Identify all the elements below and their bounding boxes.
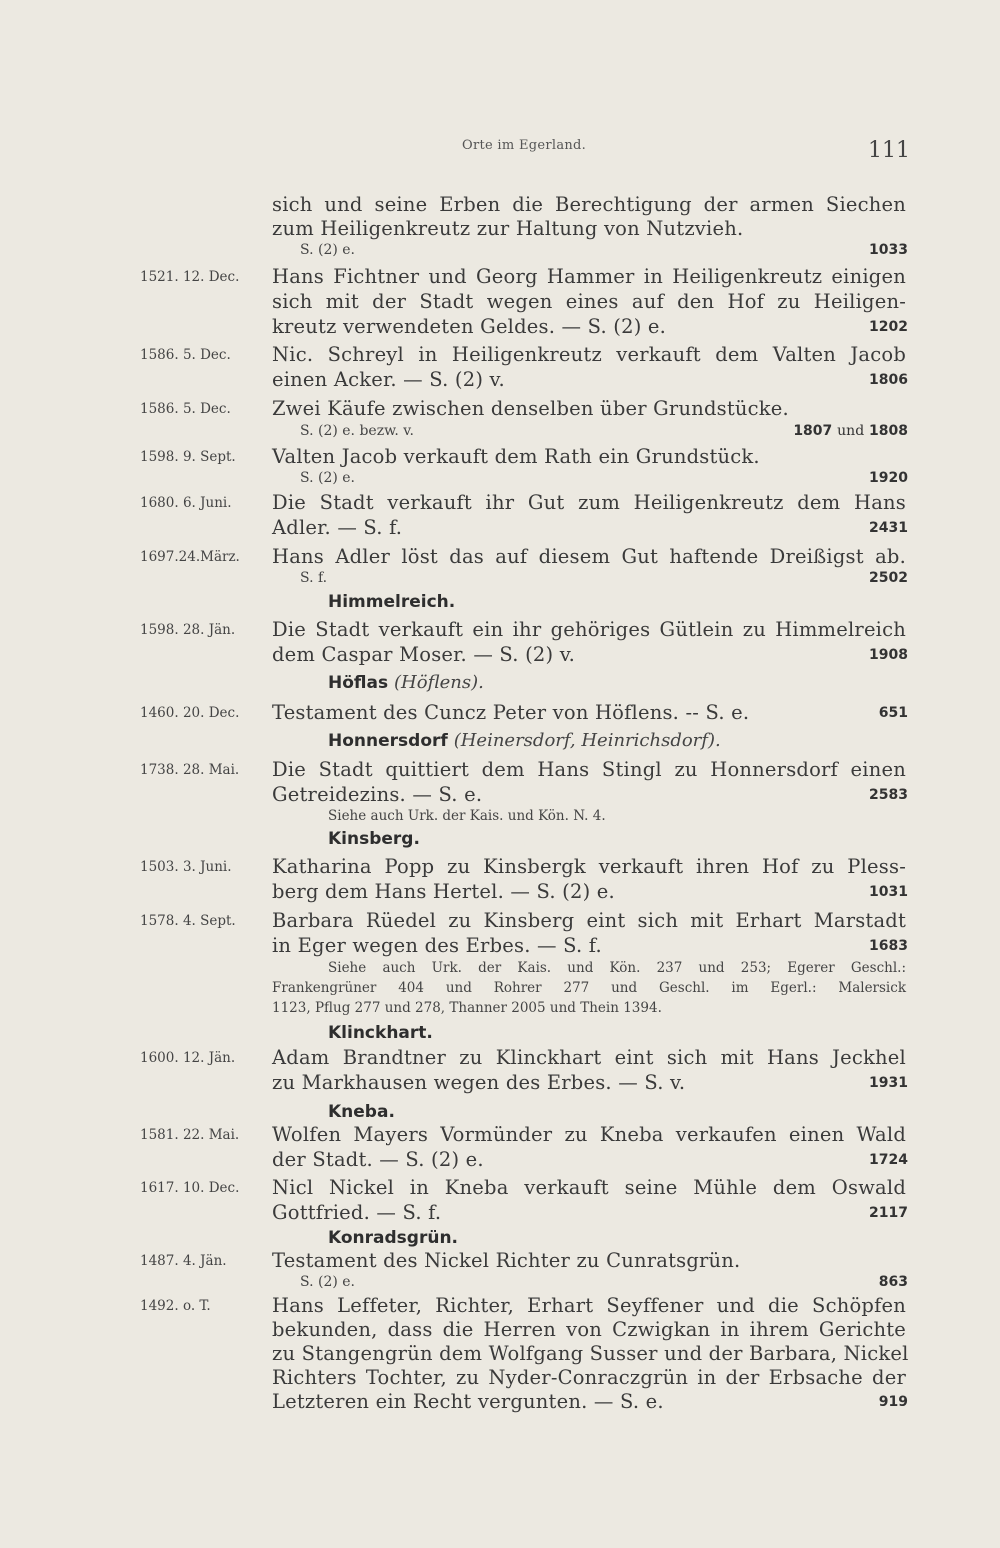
entry-date: 1460. 20. Dec. <box>140 705 240 721</box>
entry-line: Zwei Käufe zwischen denselben über Grundstücke. <box>272 397 789 420</box>
place-heading <box>328 729 721 753</box>
entry-line: Letzteren ein Recht vergunten. — S. e. <box>272 1390 664 1413</box>
entry-date: 1521. 12. Dec. <box>140 269 240 285</box>
entry-line: zu Stangengrün dem Wolfgang Susser und der Barbara, Nickel <box>272 1342 909 1365</box>
source-reference: S. f. <box>300 570 328 586</box>
entry-line: Adam Brandtner zu Klinckhart eint sich mit Hans Jeckhel <box>272 1046 906 1069</box>
conjunction: und <box>837 423 865 439</box>
entry-date: 1617. 10. Dec. <box>140 1180 240 1196</box>
entry-line: Valten Jacob verkauft dem Rath ein Grundstück. <box>272 445 760 468</box>
entry-date: 1600. 12. Jän. <box>140 1050 236 1066</box>
entry-date: 1697.24.März. <box>140 549 240 565</box>
document-number: 2502 <box>869 570 908 586</box>
place-variant: (Höflens). <box>394 672 484 693</box>
place-heading: Konradsgrün. <box>328 1228 459 1248</box>
source-reference: S. (2) e. bezw. v. <box>300 423 415 439</box>
place-name: Honnersdorf <box>328 731 448 751</box>
document-number: 1920 <box>869 470 908 486</box>
document-number: 2583 <box>869 787 908 803</box>
entry-date: 1586. 5. Dec. <box>140 347 231 363</box>
entry-line: einen Acker. — S. (2) v. <box>272 368 505 391</box>
document-number: 1202 <box>869 319 908 335</box>
place-heading <box>328 671 484 695</box>
document-number: 1031 <box>869 884 908 900</box>
source-reference: S. (2) e. <box>300 1274 356 1290</box>
document-number: 1808 <box>869 423 908 439</box>
entry-line: Die Stadt verkauft ein ihr gehöriges Gütlein zu Himmelreich <box>272 618 906 641</box>
entry-date: 1680. 6. Juni. <box>140 495 232 511</box>
page-number: 111 <box>868 138 910 163</box>
entry-line: der Stadt. — S. (2) e. <box>272 1148 484 1171</box>
entry-line: dem Caspar Moser. — S. (2) v. <box>272 643 576 666</box>
entry-line: in Eger wegen des Erbes. — S. f. <box>272 934 602 957</box>
entry-date: 1487. 4. Jän. <box>140 1253 227 1269</box>
entry-line: Nic. Schreyl in Heiligenkreutz verkauft dem Valten Jacob <box>272 343 906 366</box>
entry-line: Nicl Nickel in Kneba verkauft seine Mühle dem Oswald <box>272 1176 906 1199</box>
entry-line: Hans Leffeter, Richter, Erhart Seyffener und die Schöpfen <box>272 1294 906 1317</box>
document-number: 1724 <box>869 1152 908 1168</box>
source-reference: S. (2) e. <box>300 242 356 258</box>
document-number: 2431 <box>869 520 908 536</box>
entry-line: Testament des Cuncz Peter von Höflens. -- S. e. <box>272 701 750 724</box>
document-number: 919 <box>878 1394 908 1410</box>
entry-date: 1492. o. T. <box>140 1298 211 1314</box>
cross-reference-note: Frankengrüner 404 und Rohrer 277 und Geschl. im Egerl.: Malersick <box>272 980 906 996</box>
document-number: 1931 <box>869 1075 908 1091</box>
place-heading: Kinsberg. <box>328 829 420 849</box>
entry-line: Barbara Rüedel zu Kinsberg eint sich mit Erhart Marstadt <box>272 909 906 932</box>
entry-date: 1586. 5. Dec. <box>140 401 231 417</box>
document-number: 1806 <box>869 372 908 388</box>
entry-line: Die Stadt verkauft ihr Gut zum Heiligenkreutz dem Hans <box>272 491 906 514</box>
entry-line: Testament des Nickel Richter zu Cunratsgrün. <box>272 1249 741 1272</box>
place-name: Höflas <box>328 673 389 693</box>
entry-line: Hans Fichtner und Georg Hammer in Heiligenkreutz einigen <box>272 265 906 288</box>
entry-line: Getreidezins. — S. e. <box>272 783 483 806</box>
document-number: 1908 <box>869 647 908 663</box>
document-number: 1807 <box>793 423 833 439</box>
entry-date: 1503. 3. Juni. <box>140 859 232 875</box>
entry-date: 1598. 28. Jän. <box>140 622 236 638</box>
running-head: Orte im Egerland. <box>462 138 587 153</box>
entry-line: berg dem Hans Hertel. — S. (2) e. <box>272 880 615 903</box>
entry-date: 1581. 22. Mai. <box>140 1127 240 1143</box>
entry-line: bekunden, dass die Herren von Czwigkan in ihrem Gerichte <box>272 1318 906 1341</box>
document-number: 2117 <box>869 1205 908 1221</box>
entry-date: 1738. 28. Mai. <box>140 762 240 778</box>
document-number: 863 <box>878 1274 908 1290</box>
place-variant: (Heinersdorf, Heinrichsdorf). <box>453 730 721 751</box>
document-number: 651 <box>878 705 908 721</box>
entry-line: Wolfen Mayers Vormünder zu Kneba verkaufen einen Wald <box>272 1123 906 1146</box>
entry-line: Katharina Popp zu Kinsbergk verkauft ihren Hof zu Pless- <box>272 855 906 878</box>
entry-line: Hans Adler löst das auf diesem Gut haftende Dreißigst ab. <box>272 545 906 568</box>
cross-reference-note: 1123, Pflug 277 und 278, Thanner 2005 und Thein 1394. <box>272 1000 662 1016</box>
source-reference: S. (2) e. <box>300 470 356 486</box>
entry-line: Richters Tochter, zu Nyder-Conraczgrün in der Erbsache der <box>272 1366 906 1389</box>
entry-line: zu Markhausen wegen des Erbes. — S. v. <box>272 1071 686 1094</box>
document-number: 1033 <box>869 242 908 258</box>
entry-date: 1598. 9. Sept. <box>140 449 236 465</box>
document-number-pair <box>793 421 908 441</box>
entry-line: Adler. — S. f. <box>272 516 403 539</box>
place-heading: Kneba. <box>328 1102 395 1122</box>
entry-line: Gottfried. — S. f. <box>272 1201 442 1224</box>
cross-reference-note: Siehe auch Urk. der Kais. und Kön. N. 4. <box>328 808 606 824</box>
cross-reference-note: Siehe auch Urk. der Kais. und Kön. 237 und 253; Egerer Geschl.: <box>328 960 906 976</box>
entry-date: 1578. 4. Sept. <box>140 913 236 929</box>
place-heading: Himmelreich. <box>328 592 456 612</box>
entry-line: sich mit der Stadt wegen eines auf den Hof zu Heiligen- <box>272 290 906 313</box>
entry-line: zum Heiligenkreutz zur Haltung von Nutzvieh. <box>272 217 744 240</box>
entry-line: kreutz verwendeten Geldes. — S. (2) e. <box>272 315 667 338</box>
entry-line: Die Stadt quittiert dem Hans Stingl zu Honnersdorf einen <box>272 758 906 781</box>
place-heading: Klinckhart. <box>328 1023 433 1043</box>
entry-line: sich und seine Erben die Berechtigung der armen Siechen <box>272 193 906 216</box>
document-number: 1683 <box>869 938 908 954</box>
